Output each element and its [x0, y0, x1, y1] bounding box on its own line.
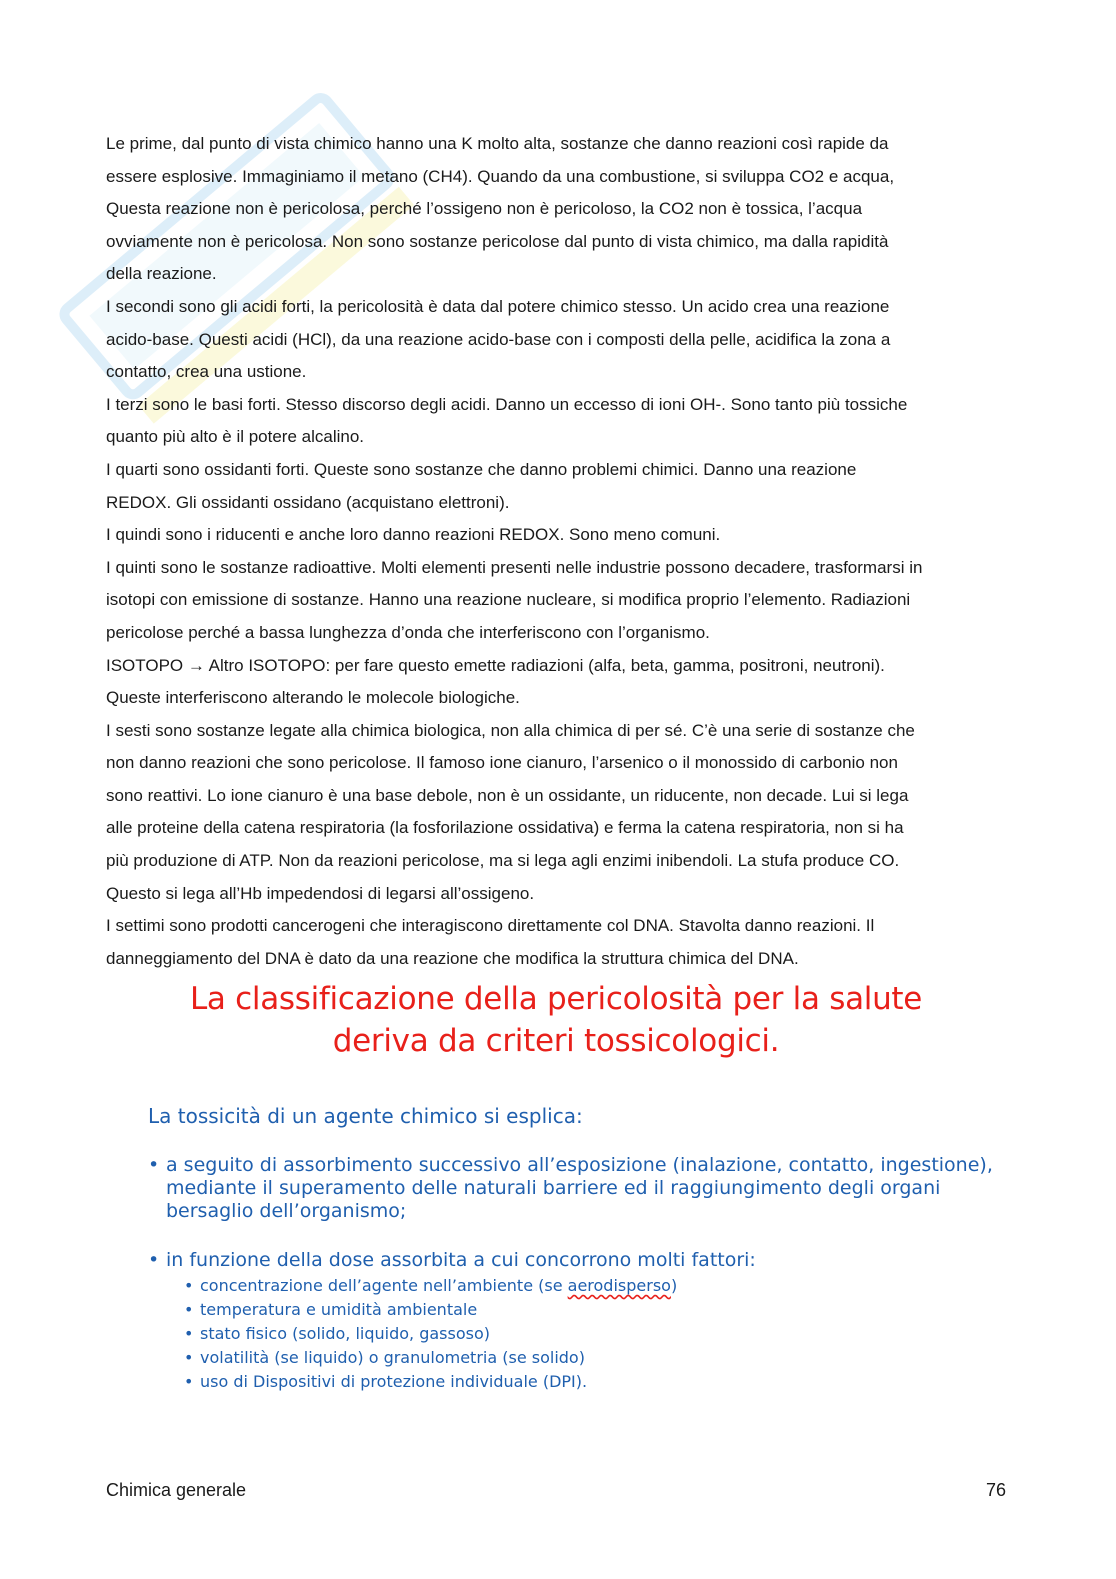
body-line: ISOTOPO → Altro ISOTOPO: per fare questo emette radiazioni (alfa, beta, gamma, positroni, neutroni). [106, 655, 885, 675]
body-line: I settimi sono prodotti cancerogeni che interagiscono direttamente col DNA. Stavolta danno reazioni. Il [106, 916, 875, 936]
footer-title: Chimica generale [106, 1480, 247, 1500]
slide-intro: La tossicità di un agente chimico si esplica: [148, 1104, 583, 1128]
body-line: Le prime, dal punto di vista chimico hanno una K molto alta, sostanze che danno reazioni così rapide da [106, 134, 889, 153]
page-number: 76 [985, 1480, 1006, 1500]
sub-bullet-item: • volatilità (se liquido) o granulometria (se solido) [184, 1346, 1006, 1370]
spellcheck-word: aerodisperso [567, 1276, 671, 1295]
body-line: più produzione di ATP. Non da reazioni pericolose, ma si lega agli enzimi inibendoli. La stufa produce CO. [106, 851, 900, 871]
embedded-slide [106, 970, 1006, 1430]
page-footer [106, 1480, 1006, 1501]
sub-bullet-list [184, 1274, 1006, 1394]
sub-bullet-item: • temperatura e umidità ambientale [184, 1298, 1006, 1322]
sub-bullet-item: • uso di Dispositivi di protezione individuale (DPI). [184, 1370, 1006, 1394]
body-line: isotopi con emissione di sostanze. Hanno una reazione nucleare, si modifica proprio l’elemento. Radiazioni [106, 590, 911, 610]
body-line: danneggiamento del DNA è dato da una reazione che modifica la struttura chimica del DNA. [106, 948, 799, 968]
body-line: acido-base. Questi acidi (HCl), da una reazione acido-base con i composti della pelle, acidifica la zona a [106, 329, 891, 349]
body-line: Questa reazione non è pericolosa, perché l’ossigeno non è pericoloso, la CO2 non è tossica, l’acqua [106, 199, 863, 219]
body-line: I quindi sono i riducenti e anche loro danno reazioni REDOX. Sono meno comuni. [106, 525, 721, 545]
sub-bullet-text: concentrazione dell’agente nell’ambiente (se [200, 1276, 568, 1295]
body-line: I terzi sono le basi forti. Stesso discorso degli acidi. Danno un eccesso di ioni OH-. Sono tanto più tossiche [106, 394, 908, 414]
sub-bullet-text: ) [670, 1276, 678, 1295]
body-text [106, 128, 1006, 975]
body-line: quanto più alto è il potere alcalino. [106, 427, 365, 447]
body-line: I sesti sono sostanze legate alla chimica biologica, non alla chimica di per sé. C’è una serie di sostanze che [106, 720, 915, 740]
body-line: sono reattivi. Lo ione cianuro è una base debole, non è un ossidante, un riducente, non decade. Lui si lega [106, 785, 909, 805]
body-line: I secondi sono gli acidi forti, la pericolosità è data dal potere chimico stesso. Un acido crea una reazione [106, 296, 890, 316]
bullet-text: in funzione della dose assorbita a cui concorrono molti fattori: [166, 1249, 756, 1271]
body-line: I quarti sono ossidanti forti. Queste sono sostanze che danno problemi chimici. Danno una reazione [106, 459, 857, 479]
body-line: contatto, crea una ustione. [106, 362, 307, 382]
bullet-item [148, 1249, 1006, 1394]
body-line: essere esplosive. Immaginiamo il metano (CH4). Quando da una combustione, si sviluppa CO2 e acqua, [106, 166, 895, 186]
body-line: della reazione. [106, 264, 217, 284]
sub-bullet-item: • stato fisico (solido, liquido, gassoso) [184, 1322, 1006, 1346]
slide-title-line: La classificazione della pericolosità per la salute [189, 981, 923, 1017]
body-line: pericolose perché a bassa lunghezza d’onda che interferiscono con l’organismo. [106, 622, 710, 642]
slide-title-line: deriva da criteri tossicologici. [332, 1023, 780, 1059]
body-line: alle proteine della catena respiratoria (la fosforilazione ossidativa) e ferma la catena respiratoria, non si ha [106, 818, 904, 838]
body-line: REDOX. Gli ossidanti ossidano (acquistano elettroni). [106, 492, 510, 512]
body-line: ovviamente non è pericolosa. Non sono sostanze pericolose dal punto di vista chimico, ma dalla rapidità [106, 231, 889, 251]
bullet-text: a seguito di assorbimento successivo all’esposizione (inalazione, contatto, ingestione), mediante il superamento delle naturali barriere ed il raggiungimento degli organi bersaglio dell’organismo; [166, 1154, 993, 1222]
body-line: Queste interferiscono alterando le molecole biologiche. [106, 688, 520, 708]
body-line: I quinti sono le sostanze radioattive. Molti elementi presenti nelle industrie possono decadere, trasformarsi in [106, 557, 923, 577]
bullet-item [148, 1154, 1006, 1223]
body-line: non danno reazioni che sono pericolose. Il famoso ione cianuro, l’arsenico o il monossido di carbonio non [106, 753, 898, 773]
slide-title [106, 978, 1006, 1062]
bullet-list [148, 1154, 1006, 1394]
sub-bullet-item [184, 1274, 1006, 1298]
body-line: Questo si lega all’Hb impedendosi di legarsi all’ossigeno. [106, 883, 535, 903]
